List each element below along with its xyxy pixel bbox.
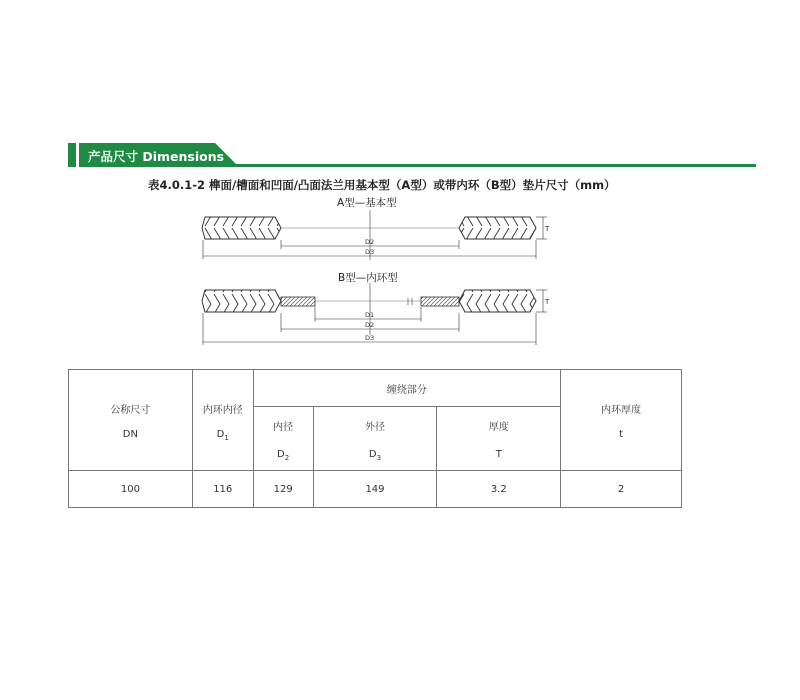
- winding-right-a: [459, 217, 536, 239]
- cell-thickness: 3.2: [437, 471, 561, 508]
- inner-ring-left-b: [281, 297, 315, 306]
- diagram-b-title: B型—内环型: [338, 272, 398, 284]
- section-title: 产品尺寸 Dimensions: [88, 149, 225, 164]
- gasket-cross-section-drawing: [195, 205, 565, 360]
- dim-label-t-b: T: [545, 298, 550, 306]
- dimensions-table: [68, 369, 682, 508]
- dim-label-d3-a: D3: [365, 248, 375, 256]
- cell-d1: 116: [192, 471, 253, 508]
- cell-dn: 100: [69, 471, 193, 508]
- header-thickness: 厚度 T: [437, 407, 561, 471]
- header-winding-outer: 外径 $D_3$: [313, 407, 437, 471]
- diagram-a: [202, 210, 550, 260]
- winding-left-a: [202, 217, 281, 239]
- section-divider: [236, 164, 756, 167]
- header-nominal-size: 公称尺寸 DN: [69, 370, 193, 471]
- dim-label-d3-b: D3: [365, 334, 375, 342]
- header-inner-ring-thickness: 内环厚度 t: [561, 370, 682, 471]
- header-inner-ring-id: 内环内径 $D_1$: [192, 370, 253, 471]
- dim-label-d2-a: D2: [365, 238, 375, 246]
- winding-right-b: [459, 290, 536, 312]
- diagram-b: [202, 283, 550, 345]
- dim-label-t-a: T: [545, 225, 550, 233]
- diagram-a-title: A型—基本型: [337, 197, 397, 209]
- winding-left-b: [202, 290, 281, 312]
- header-winding-inner: 内径 $D_2$: [253, 407, 313, 471]
- inner-ring-right-b: [421, 297, 459, 306]
- cell-d3: 149: [313, 471, 437, 508]
- dim-label-d1-b: D1: [365, 311, 375, 319]
- table-caption: 表4.0.1-2 榫面/槽面和凹面/凸面法兰用基本型（A型）或带内环（B型）垫片尺寸（mm）: [148, 178, 616, 192]
- header-winding-part: 缠绕部分: [253, 370, 560, 407]
- dim-label-d2-b: D2: [365, 321, 375, 329]
- table-row: [69, 471, 682, 508]
- section-header-accent: [68, 143, 76, 167]
- cell-d2: 129: [253, 471, 313, 508]
- cell-inner-ring-thickness: 2: [561, 471, 682, 508]
